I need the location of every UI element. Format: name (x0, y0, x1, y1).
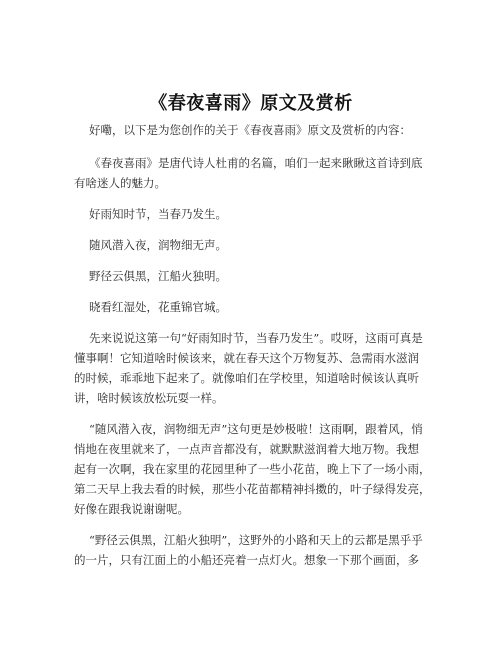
paragraph-line: 讲，啥时候该放松玩耍一样。 (74, 391, 224, 405)
paragraph-line: 的时候，乖乖地下起来了。就像咱们在学校里，知道啥时候该认真听 (74, 371, 419, 385)
poem-line: 野径云俱黑，江船火独明。 (89, 269, 227, 283)
paragraph-line: 先来说说这第一句“好雨知时节，当春乃发生”。哎呀，这雨可真是 (89, 331, 423, 345)
paragraph-line: “野径云俱黑，江船火独明”，这野外的小路和天上的云都是黑乎乎 (89, 533, 423, 547)
paragraph-line: 的一片，只有江面上的小船还亮着一点灯火。想象一下那个画面，多 (74, 553, 419, 567)
paragraph-line: “随风潜入夜，润物细无声”这句更是妙极啦！这雨啊，跟着风，悄 (89, 422, 423, 436)
paragraph-line: 懂事啊！它知道啥时候该来，就在春天这个万物复苏、急需雨水滋润 (74, 351, 419, 365)
paragraph-line: 起有一次啊，我在家里的花园里种了一些小花苗，晚上下了一场小雨， (74, 462, 431, 476)
poem-line: 随风潜入夜，润物细无声。 (89, 238, 227, 252)
lead-line: 《春夜喜雨》是唐代诗人杜甫的名篇，咱们一起来瞅瞅这首诗到底 (89, 156, 423, 170)
poem-line: 晓看红湿处，花重锦官城。 (89, 300, 227, 314)
document-title: 《春夜喜雨》原文及赏析 (149, 93, 353, 114)
poem-line: 好雨知时节，当春乃发生。 (89, 207, 227, 221)
paragraph-line: 好像在跟我说谢谢呢。 (74, 502, 189, 516)
paragraph-line: 悄地在夜里就来了，一点声音都没有，就默默滋润着大地万物。我想 (74, 442, 419, 456)
lead-line: 有啥迷人的魅力。 (74, 176, 166, 190)
intro-line: 好嘞，以下是为您创作的关于《春夜喜雨》原文及赏析的内容： (89, 123, 411, 137)
paragraph-line: 第二天早上我去看的时候，那些小花苗都精神抖擞的，叶子绿得发亮， (74, 482, 431, 496)
